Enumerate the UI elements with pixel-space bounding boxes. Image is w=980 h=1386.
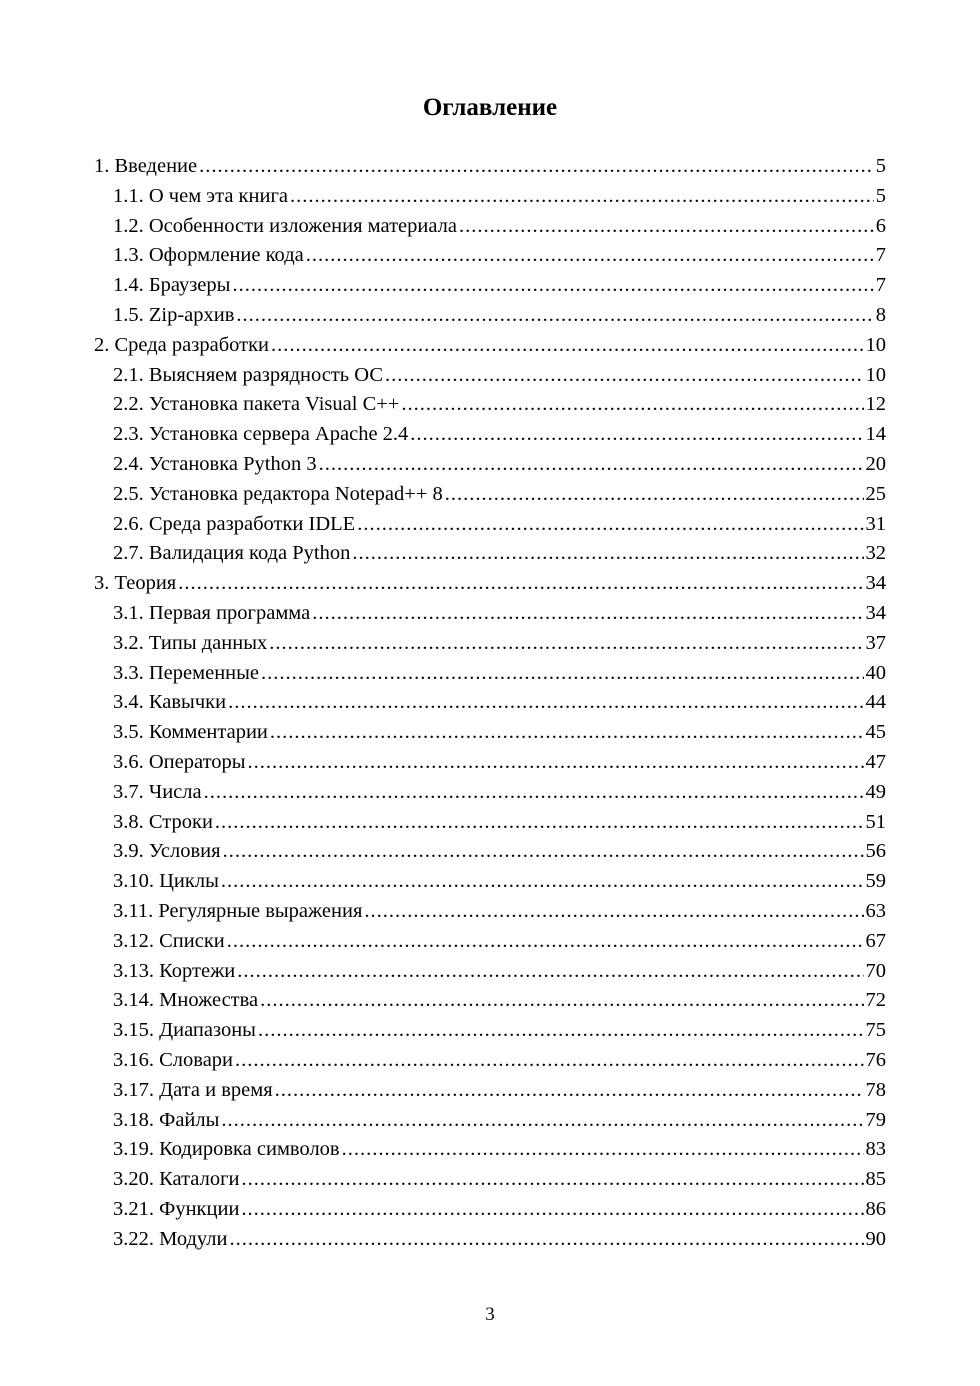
toc-entry-label: 3.20. Каталоги <box>113 1168 240 1191</box>
toc-entry-label: 3.13. Кортежи <box>113 959 236 982</box>
toc-entry-page: 37 <box>865 631 886 654</box>
toc-entry-page: 31 <box>865 512 886 535</box>
toc-entry-page: 34 <box>865 572 886 595</box>
toc-entry[interactable] <box>94 450 886 480</box>
toc-entry-page: 56 <box>865 840 886 863</box>
toc-entry-page: 10 <box>865 333 886 356</box>
toc-dot-leader <box>215 808 864 838</box>
toc-entry-page: 5 <box>875 184 886 207</box>
toc-entry-page: 67 <box>865 929 886 952</box>
toc-dot-leader <box>306 241 874 271</box>
toc-dot-leader <box>385 361 864 391</box>
toc-entry[interactable] <box>94 808 886 838</box>
page-number: 3 <box>485 1304 495 1325</box>
toc-entry-page: 63 <box>865 899 886 922</box>
toc-entry[interactable] <box>94 420 886 450</box>
toc-entry-label: 3.4. Кавычки <box>113 691 227 714</box>
toc-dot-leader <box>178 569 863 599</box>
toc-entry[interactable] <box>94 361 886 391</box>
toc-entry-label: 3.2. Типы данных <box>113 631 268 654</box>
toc-entry-page: 32 <box>865 542 886 565</box>
toc-entry-label: 3.10. Циклы <box>113 870 219 893</box>
toc-dot-leader <box>260 986 863 1016</box>
toc-dot-leader <box>229 1225 863 1255</box>
toc-dot-leader <box>248 748 864 778</box>
toc-entry-label: 3.1. Первая программа <box>113 601 311 624</box>
toc-entry-page: 85 <box>865 1168 886 1191</box>
toc-entry[interactable] <box>94 897 886 927</box>
toc-entry-label: 1.2. Особенности изложения материала <box>113 214 457 237</box>
toc-entry[interactable] <box>94 331 886 361</box>
toc-entry[interactable] <box>94 986 886 1016</box>
toc-entry[interactable] <box>94 688 886 718</box>
toc-entry-page: 7 <box>875 274 886 297</box>
toc-entry-page: 25 <box>865 482 886 505</box>
toc-entry-page: 8 <box>875 303 886 326</box>
toc-entry-label: 3.8. Строки <box>113 810 213 833</box>
toc-entry-page: 72 <box>865 989 886 1012</box>
toc-entry-page: 20 <box>865 452 886 475</box>
toc-dot-leader <box>237 957 863 987</box>
toc-entry[interactable] <box>94 1046 886 1076</box>
toc-entry-label: 3.17. Дата и время <box>113 1078 273 1101</box>
toc-entry-page: 12 <box>865 393 886 416</box>
toc-entry-label: 3.3. Переменные <box>113 661 260 684</box>
toc-dot-leader <box>241 1165 863 1195</box>
toc-entry-label: 3.19. Кодировка символов <box>113 1138 340 1161</box>
toc-dot-leader <box>445 480 864 510</box>
toc-entry[interactable] <box>94 539 886 569</box>
toc-entry-page: 10 <box>865 363 886 386</box>
toc-dot-leader <box>269 629 863 659</box>
toc-entry[interactable] <box>94 390 886 420</box>
toc-entry[interactable] <box>94 927 886 957</box>
toc-dot-leader <box>204 778 864 808</box>
toc-entry[interactable] <box>94 957 886 987</box>
toc-dot-leader <box>241 1195 863 1225</box>
toc-entry-label: 3.18. Файлы <box>113 1108 220 1131</box>
toc-entry-label: 3.14. Множества <box>113 989 259 1012</box>
toc-dot-leader <box>258 1016 864 1046</box>
toc-entry[interactable] <box>94 1165 886 1195</box>
toc-entry-page: 7 <box>875 244 886 267</box>
toc-dot-leader <box>261 659 863 689</box>
toc-dot-leader <box>319 450 864 480</box>
toc-entry-page: 86 <box>865 1197 886 1220</box>
toc-entry[interactable] <box>94 182 886 212</box>
toc-entry-label: 3.16. Словари <box>113 1048 234 1071</box>
toc-entry[interactable] <box>94 1106 886 1136</box>
toc-entry[interactable] <box>94 718 886 748</box>
toc-dot-leader <box>357 510 863 540</box>
toc-entry-label: 1.5. Zip-архив <box>113 303 235 326</box>
toc-entry[interactable] <box>94 629 886 659</box>
toc-entry-label: 2.1. Выясняем разрядность ОС <box>113 363 383 386</box>
page-title: Оглавление <box>422 94 558 121</box>
toc-entry-label: 3.5. Комментарии <box>113 721 268 744</box>
toc-dot-leader <box>352 539 863 569</box>
toc-entry[interactable] <box>94 569 886 599</box>
toc-entry[interactable] <box>94 1195 886 1225</box>
toc-dot-leader <box>459 212 874 242</box>
toc-entry-label: 2.6. Среда разработки IDLE <box>113 512 356 535</box>
toc-dot-leader <box>235 1046 863 1076</box>
toc-entry[interactable] <box>94 659 886 689</box>
toc-entry[interactable] <box>94 599 886 629</box>
toc-entry-page: 44 <box>865 691 886 714</box>
toc-entry[interactable] <box>94 301 886 331</box>
toc-dot-leader <box>312 599 863 629</box>
toc-entry-page: 5 <box>875 155 886 177</box>
toc-entry-label: 3.12. Списки <box>113 929 225 952</box>
toc-entry-label: 3. Теория <box>94 572 177 595</box>
toc-entry[interactable] <box>94 152 886 182</box>
toc-entry-page: 49 <box>865 780 886 803</box>
toc-entry-label: 3.22. Модули <box>113 1227 228 1250</box>
toc-entry-label: 1.3. Оформление кода <box>113 244 304 267</box>
toc-entry-page: 76 <box>865 1048 886 1071</box>
toc-entry[interactable] <box>94 1076 886 1106</box>
toc-dot-leader <box>410 420 863 450</box>
toc-entry-label: 2.3. Установка сервера Apache 2.4 <box>113 423 409 446</box>
toc-dot-leader <box>221 867 864 897</box>
toc-entry-label: 3.15. Диапазоны <box>113 1019 256 1042</box>
toc-dot-leader <box>236 301 873 331</box>
toc-entry-label: 3.21. Функции <box>113 1197 240 1220</box>
toc-entry-page: 70 <box>865 959 886 982</box>
toc-entry-page: 83 <box>865 1138 886 1161</box>
toc-entry-page: 40 <box>865 661 886 684</box>
toc-dot-leader <box>275 1076 864 1106</box>
toc-entry[interactable] <box>94 1225 886 1255</box>
toc-entry-page: 79 <box>865 1108 886 1131</box>
toc-entry[interactable] <box>94 510 886 540</box>
toc-entry-label: 2. Среда разработки <box>94 333 270 356</box>
toc-entry-label: 2.2. Установка пакета Visual C++ <box>113 393 400 416</box>
toc-dot-leader <box>232 271 873 301</box>
toc-entry-label: 3.6. Операторы <box>113 750 246 773</box>
toc-entry-page: 34 <box>865 601 886 624</box>
toc-entry-label: 1.4. Браузеры <box>113 274 231 297</box>
table-of-contents <box>94 152 886 1254</box>
toc-dot-leader <box>342 1135 864 1165</box>
toc-entry-page: 90 <box>865 1227 886 1250</box>
toc-dot-leader <box>271 331 863 361</box>
toc-entry-label: 1. Введение <box>94 155 198 177</box>
toc-entry[interactable] <box>94 1016 886 1046</box>
toc-dot-leader <box>401 390 863 420</box>
toc-entry-page: 59 <box>865 870 886 893</box>
toc-dot-leader <box>228 688 863 718</box>
toc-entry-label: 3.9. Условия <box>113 840 221 863</box>
toc-entry[interactable] <box>94 837 886 867</box>
toc-entry-page: 75 <box>865 1019 886 1042</box>
toc-dot-leader <box>223 837 864 867</box>
toc-entry[interactable] <box>94 212 886 242</box>
toc-entry-label: 2.4. Установка Python 3 <box>113 452 317 475</box>
toc-entry-page: 6 <box>875 214 886 237</box>
toc-entry[interactable] <box>94 271 886 301</box>
toc-entry-page: 14 <box>865 423 886 446</box>
toc-dot-leader <box>227 927 864 957</box>
toc-entry-label: 2.7. Валидация кода Python <box>113 542 351 565</box>
toc-entry[interactable] <box>94 1135 886 1165</box>
toc-entry[interactable] <box>94 778 886 808</box>
toc-dot-leader <box>199 152 874 182</box>
toc-entry-page: 45 <box>865 721 886 744</box>
toc-entry[interactable] <box>94 867 886 897</box>
toc-dot-leader <box>364 897 863 927</box>
toc-entry-page: 51 <box>865 810 886 833</box>
toc-entry-label: 1.1. О чем эта книга <box>113 184 288 207</box>
toc-dot-leader <box>221 1106 863 1136</box>
toc-dot-leader <box>270 718 864 748</box>
toc-entry[interactable] <box>94 241 886 271</box>
toc-entry-page: 78 <box>865 1078 886 1101</box>
toc-entry-page: 47 <box>865 750 886 773</box>
toc-entry[interactable] <box>94 480 886 510</box>
toc-entry-label: 3.7. Числа <box>113 780 202 803</box>
toc-entry-label: 3.11. Регулярные выражения <box>113 899 363 922</box>
toc-entry[interactable] <box>94 748 886 778</box>
toc-entry-label: 2.5. Установка редактора Notepad++ 8 <box>113 482 443 505</box>
toc-dot-leader <box>290 182 874 212</box>
